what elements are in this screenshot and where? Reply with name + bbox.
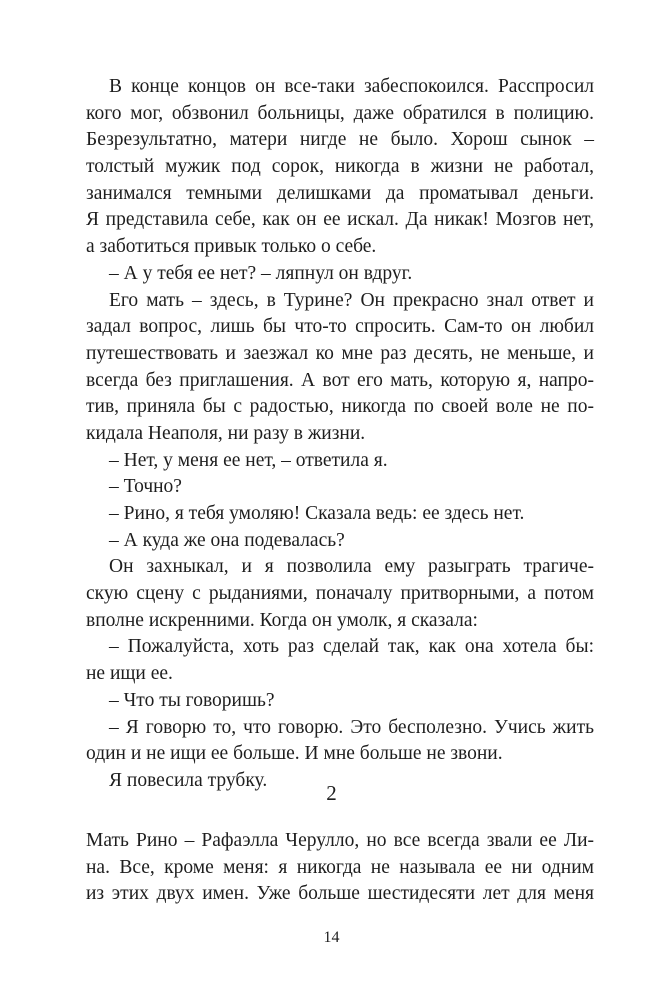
text-line: кидала Неаполя, ни разу в жизни. <box>86 422 366 444</box>
text-line: задал вопрос, лишь бы что-то спросить. Сам-то он любил <box>86 316 594 338</box>
text-line: Мать Рино – Рафаэлла Черулло, но все всегда звали ее Ли- <box>86 830 594 851</box>
dialogue-line: – Пожалуйста, хоть раз сделай так, как она хотела бы: <box>109 636 594 658</box>
text-line: Его мать – здесь, в Турине? Он прекрасно знал ответ и <box>109 289 594 311</box>
dialogue-line: – Я говорю то, что говорю. Это бесполезно. Учись жить <box>109 716 594 738</box>
text-line: вполне искренними. Когда он умолк, я сказала: <box>86 609 478 631</box>
dialogue-line: – А у тебя ее нет? – ляпнул он вдруг. <box>109 262 413 284</box>
page-number: 14 <box>323 929 340 946</box>
dialogue-line: не ищи ее. <box>86 663 173 685</box>
text-line: на. Все, кроме меня: я никогда не называла ее ни одним <box>86 856 594 878</box>
text-line: Он захныкал, и я позволила ему разыграть трагиче- <box>109 556 594 578</box>
text-line: толстый мужик под сорок, никогда в жизни не работал, <box>86 156 594 178</box>
text-line: путешествовать и заезжал ко мне раз десять, не меньше, и <box>86 342 594 364</box>
dialogue-line: – А куда же она подевалась? <box>109 529 345 551</box>
text-line: тив, приняла бы с радостью, никогда по своей воле не по- <box>86 396 594 418</box>
dialogue-line: один и не ищи ее больше. И мне больше не звони. <box>86 743 503 765</box>
text-line: занимался темными делишками да проматывал деньги. <box>86 182 594 204</box>
chapter-text-block <box>86 828 594 908</box>
text-line: В концe концов он все-таки забеспокоился. Расспросил <box>109 76 594 97</box>
dialogue-line: – Нет, у меня ее нет, – ответила я. <box>109 449 388 471</box>
chapter-number: 2 <box>326 781 337 805</box>
text-line: всегда без приглашения. А вот его мать, которую я, напро- <box>86 369 594 391</box>
text-line: кого мог, обзвонил больницы, даже обратился в полицию. <box>86 102 594 124</box>
text-line: Я представила себе, как он ее искал. Да никак! Мозгов нет, <box>86 209 594 231</box>
text-line: скую сцену с рыданиями, поначалу притворными, а потом <box>86 583 594 605</box>
text-block <box>86 74 594 795</box>
dialogue-line: – Точно? <box>109 476 182 498</box>
text-line: из этих двух имен. Уже больше шестидесяти лет для меня <box>86 883 594 905</box>
dialogue-line: – Что ты говоришь? <box>109 689 275 711</box>
dialogue-line: – Рино, я тебя умоляю! Сказала ведь: ее здесь нет. <box>109 503 525 524</box>
text-line: Я повесила трубку. <box>109 769 268 791</box>
text-line: а заботиться привык только о себе. <box>86 236 377 258</box>
text-line: Безрезультатно, матери нигде не было. Хорош сынок – <box>86 129 594 151</box>
